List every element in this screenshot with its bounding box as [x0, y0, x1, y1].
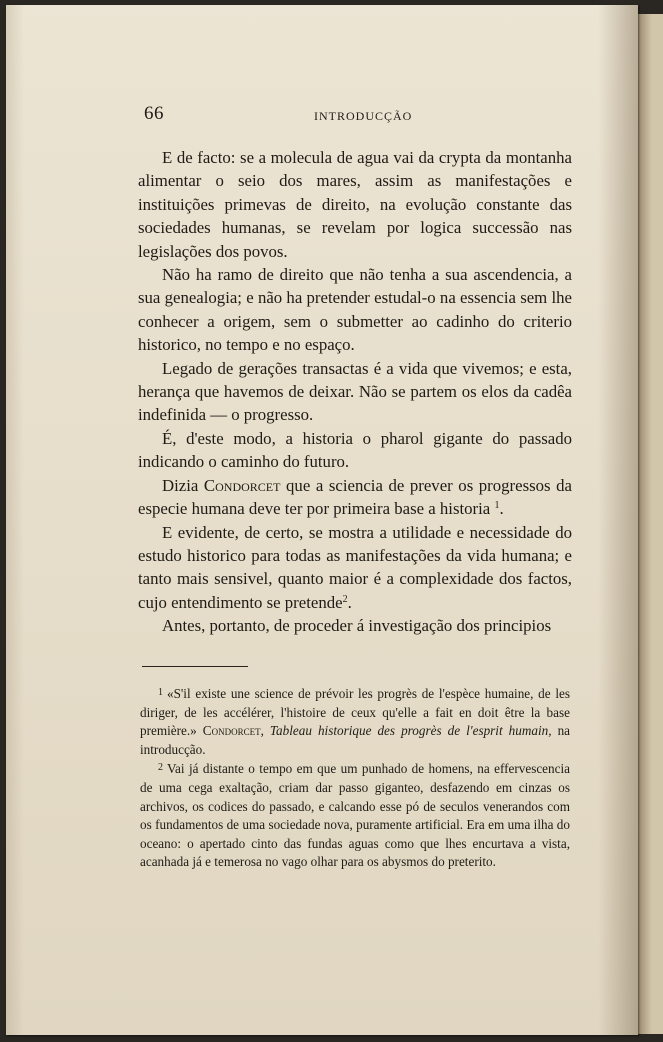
main-text	[138, 146, 572, 638]
paragraph-5-lead: Dizia	[162, 475, 199, 495]
paragraph-1: E de facto: se a molecula de agua vai da crypta da montanha alimentar o seio dos mares, assim as manifestações e instituições primevas de direito, na evolução constante das sociedades humanas, se revelam por logica successão nas legislações dos povos.	[138, 148, 572, 261]
footnote-ref-1: 1	[494, 500, 500, 512]
paragraph-4: É, d'este modo, a historia o pharol gigante do passado indicando o caminho do futuro.	[138, 428, 572, 472]
page-number: 66	[144, 103, 164, 124]
paragraph-5	[138, 474, 572, 521]
footnote-ref-2: 2	[342, 593, 348, 605]
page-header	[136, 100, 576, 130]
footnote-2-mark: 2	[158, 762, 163, 774]
paragraph-5-end: .	[499, 499, 504, 519]
footnote-2	[140, 759, 570, 872]
footnotes	[140, 684, 570, 872]
footnote-1-tail: na introducção.	[140, 723, 571, 757]
footnote-separator	[142, 666, 248, 667]
running-head: INTRODUCÇÃO	[314, 109, 413, 123]
adjacent-page-edge	[638, 14, 663, 1034]
footnote-1-mark: 1	[158, 687, 163, 698]
footnote-1-title: Tableau historique des progrès de l'esprit humain,	[269, 723, 552, 739]
footnote-1-author: Condorcet,	[202, 723, 264, 739]
paragraph-6-text: E evidente, de certo, se mostra a utilidade e necessidade do estudo historico para todas as manifestações da vida humana; e tanto mais sensivel, quanto maior é a complexidade dos factos, cujo entendimento se pretende	[138, 522, 572, 612]
paragraph-5-text: que a sciencia de prever os progressos da especie humana deve ter por primeira base a historia	[138, 475, 572, 519]
paragraph-6	[138, 521, 572, 615]
footnote-2-text: Vai já distante o tempo em que um punhado de homens, na effervescencia de uma cega exaltação, criam dar passo giganteo, desfazendo em cinzas os archivos, os codices do passado, e calcando esse pó de seculos venerandos com os fundamentos de uma sociedade nova, puramente artificial. Era em uma ilha do oceano: o apertado cinto das fundas aguas como que lhes encurtava a vista, acanhada já e temerosa no vago olhar para os abysmos do preterito.	[140, 761, 570, 870]
paragraph-6-end: .	[347, 592, 352, 612]
paragraph-2: Não ha ramo de direito que não tenha a sua ascendencia, a sua genealogia; e não ha pretender estudal-o na essencia sem lhe conhecer a origem, sem o submetter ao cadinho do criterio historico, no tempo e no espaço.	[138, 265, 572, 355]
author-name: Condorcet	[203, 475, 281, 495]
paragraph-7: Antes, portanto, de proceder á investigação dos principios	[162, 616, 552, 636]
paragraph-3: Legado de gerações transactas é a vida que vivemos; e esta, herança que havemos de deixar. Não se partem os elos da cadêa indefinida — o progresso.	[138, 358, 572, 425]
footnote-1-quote: «S'il existe une science de prévoir les progrès de l'espèce humaine, de les diriger, de les accélérer, l'histoire de ceux qu'elle a fait en doit être la base première.»	[140, 686, 570, 739]
footnote-1	[140, 684, 570, 759]
